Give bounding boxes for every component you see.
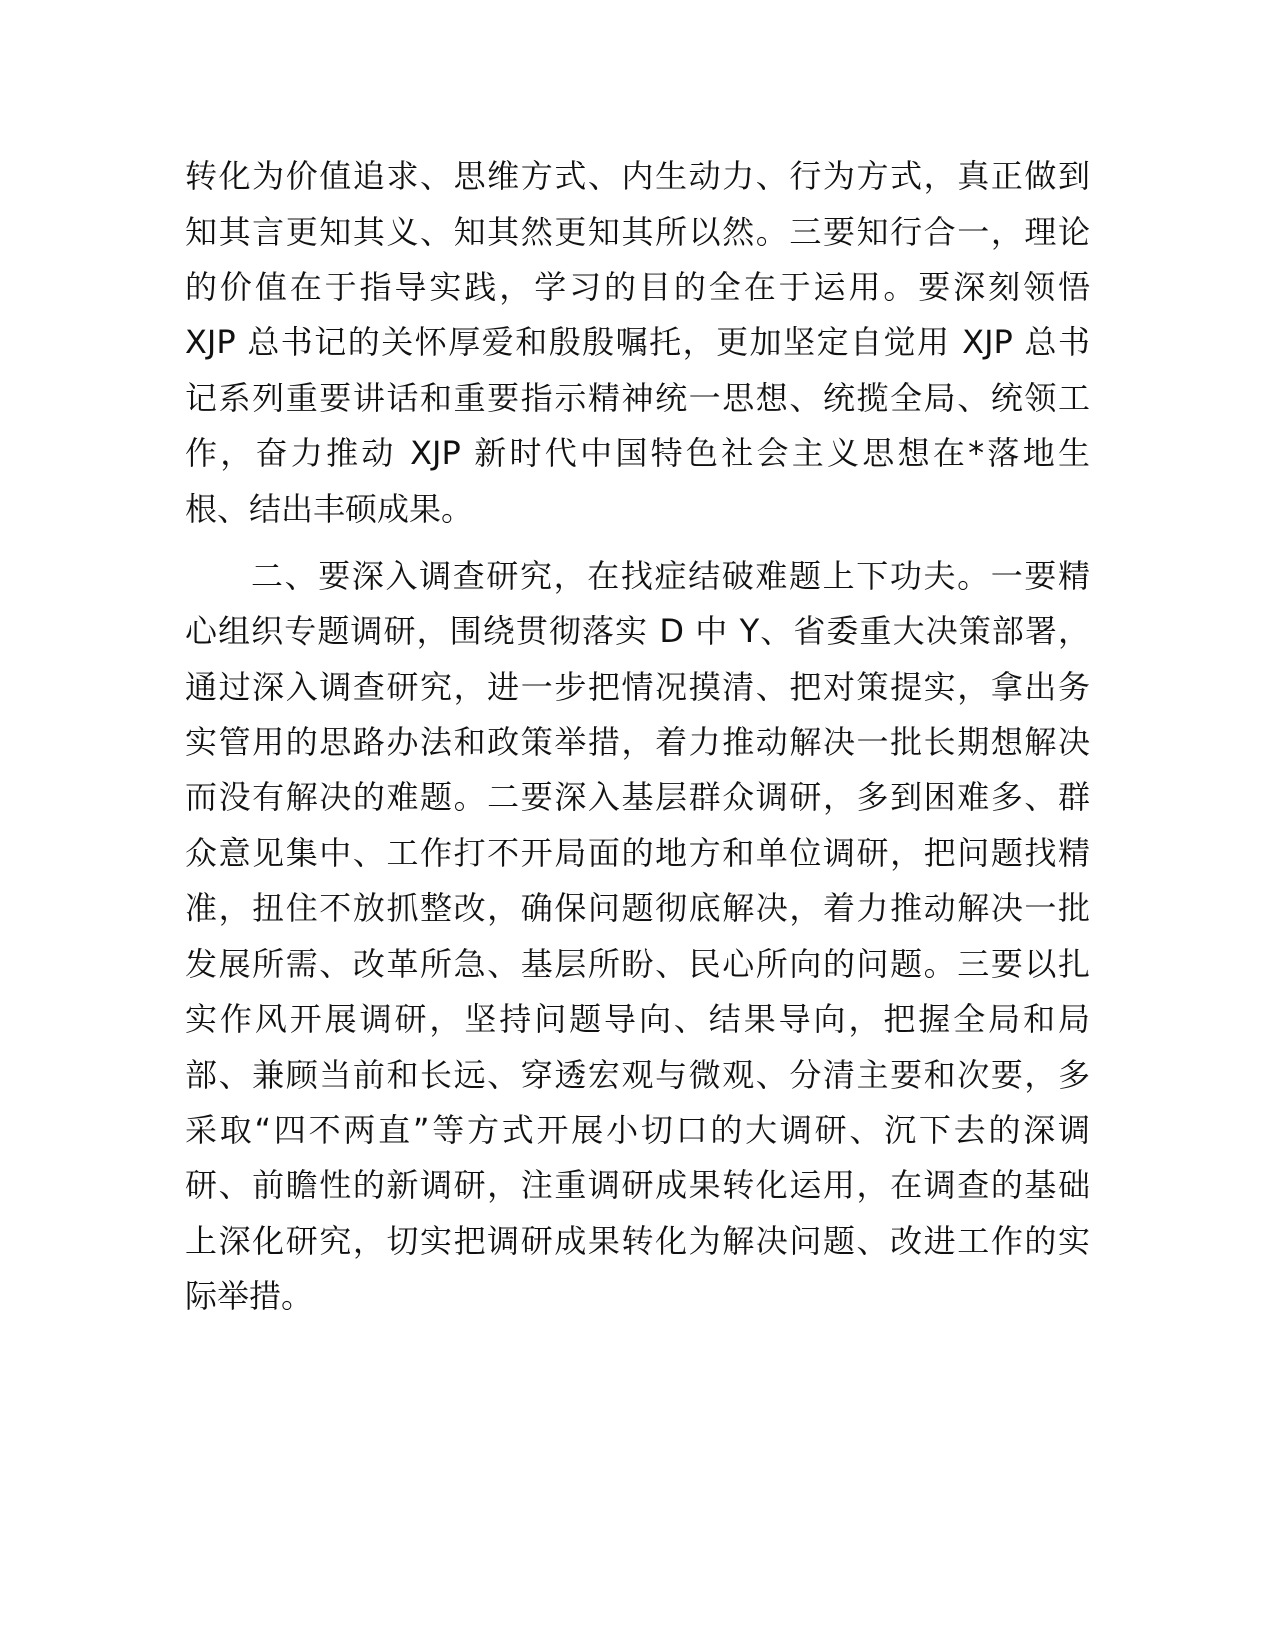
text-line: 的价值在于指导实践，学习的目的全在于运用。要深刻领悟 (185, 268, 1090, 306)
text-line: 研、前瞻性的新调研，注重调研成果转化运用，在调查的基础 (185, 1166, 1090, 1204)
text-line: 心组织专题调研，围绕贯彻落实 D 中 Y、省委重大决策部署， (185, 612, 1090, 650)
text-line: 记系列重要讲话和重要指示精神统一思想、统揽全局、统领工 (185, 379, 1090, 417)
text-line: 实管用的思路办法和政策举措，着力推动解决一批长期想解决 (185, 723, 1090, 761)
text-line: 而没有解决的难题。二要深入基层群众调研，多到困难多、群 (185, 778, 1090, 816)
text-line: 部、兼顾当前和长远、穿透宏观与微观、分清主要和次要，多 (185, 1056, 1090, 1094)
text-line: 准，扭住不放抓整改，确保问题彻底解决，着力推动解决一批 (185, 889, 1090, 927)
text-line: 二、要深入调查研究，在找症结破难题上下功夫。一要精 (251, 557, 1090, 595)
text-line: 发展所需、改革所急、基层所盼、民心所向的问题。三要以扎 (185, 945, 1090, 983)
text-line: 实作风开展调研，坚持问题导向、结果导向，把握全局和局 (185, 1000, 1090, 1038)
text-line: 采取“四不两直”等方式开展小切口的大调研、沉下去的深调 (185, 1111, 1090, 1149)
text-line: 作，奋力推动 XJP 新时代中国特色社会主义思想在*落地生 (185, 434, 1090, 472)
text-line: 通过深入调查研究，进一步把情况摸清、把对策提实，拿出务 (185, 668, 1090, 706)
text-line: XJP 总书记的关怀厚爱和殷殷嘱托，更加坚定自觉用 XJP 总书 (185, 323, 1090, 361)
text-line: 知其言更知其义、知其然更知其所以然。三要知行合一，理论 (185, 213, 1090, 251)
text-line: 际举措。 (185, 1277, 314, 1315)
text-line: 转化为价值追求、思维方式、内生动力、行为方式，真正做到 (185, 157, 1090, 195)
text-line: 众意见集中、工作打不开局面的地方和单位调研，把问题找精 (185, 834, 1090, 872)
text-line: 根、结出丰硕成果。 (185, 490, 474, 528)
text-line: 上深化研究，切实把调研成果转化为解决问题、改进工作的实 (185, 1222, 1090, 1260)
